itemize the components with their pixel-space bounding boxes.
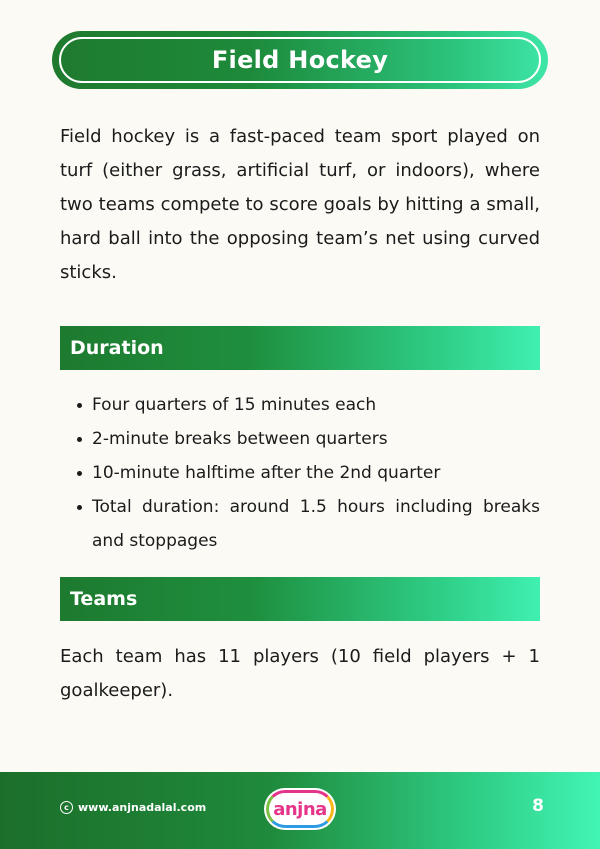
list-item: Total duration: around 1.5 hours including breaks and stoppages	[60, 490, 540, 558]
list-item: 2-minute breaks between quarters	[60, 422, 540, 456]
copyright-icon: c	[60, 801, 73, 814]
duration-heading: Duration	[70, 337, 164, 359]
footer-bar	[0, 772, 600, 849]
website-link[interactable]: www.anjnadalal.com	[78, 801, 207, 814]
intro-paragraph: Field hockey is a fast-paced team sport played on turf (either grass, artificial turf, or indoors), where two teams compete to score goals by hitting a small, hard ball into the opposing team’s net using curved sticks.	[60, 126, 540, 283]
copyright	[60, 801, 206, 814]
logo-wordmark: anjna	[273, 798, 327, 820]
list-item: 10-minute halftime after the 2nd quarter	[60, 456, 540, 490]
teams-paragraph: Each team has 11 players (10 field players + 1 goalkeeper).	[60, 646, 540, 701]
anjna-logo	[264, 788, 336, 830]
page-number: 8	[532, 796, 544, 816]
title-banner-frame	[59, 37, 541, 83]
page-title: Field Hockey	[211, 46, 389, 74]
duration-section-header	[60, 326, 540, 370]
duration-list	[60, 388, 540, 558]
list-item: Four quarters of 15 minutes each	[60, 388, 540, 422]
title-banner	[52, 31, 548, 89]
teams-heading: Teams	[70, 588, 138, 610]
teams-section-header	[60, 577, 540, 621]
